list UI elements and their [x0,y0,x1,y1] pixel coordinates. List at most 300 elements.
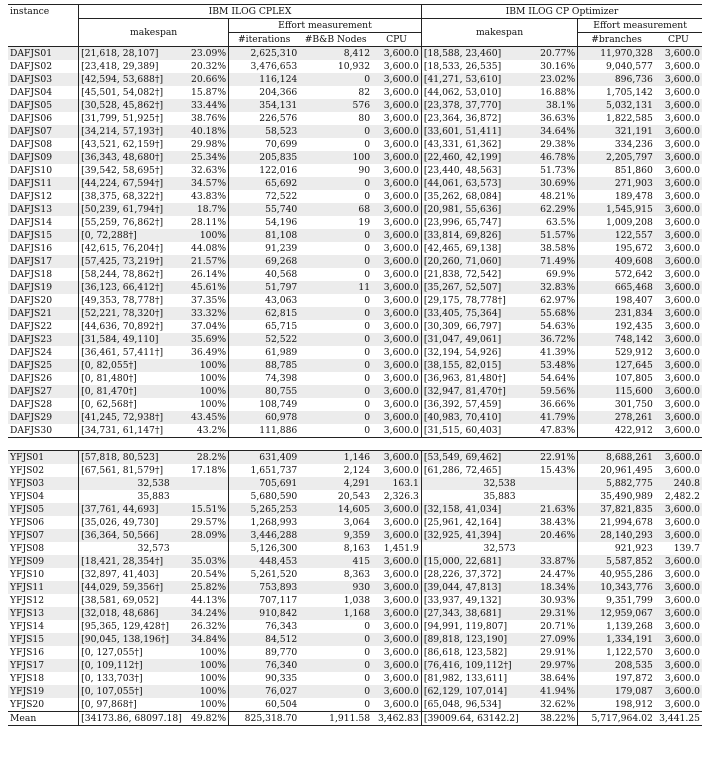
cp-makespan-cell [421,385,577,398]
makespan-gap: 62.29% [540,204,576,215]
branches-cell: 197,872 [578,672,655,685]
makespan-gap: 54.63% [540,321,576,332]
table-row [8,138,702,151]
makespan-gap: 100% [199,686,227,697]
branches-cell: 1,009,208 [578,216,655,229]
makespan-gap: 51.73% [540,165,576,176]
cplex-cpu-cell: 3,600.0 [383,269,419,280]
cp-cpu-cell: 3,600.0 [655,529,702,542]
makespan-gap: 62.97% [540,295,576,306]
makespan-range: [44,636, 70,892†] [81,321,164,332]
iterations-cell: 52,522 [229,333,300,346]
cplex-cpu-cell: 3,600.0 [372,229,421,242]
makespan-range: [43,521, 62,159†] [81,139,164,150]
cplex-cpu-cell: 3,600.0 [372,333,421,346]
cplex-cpu-cell: 3,600.0 [372,203,421,216]
iterations-cell: 62,815 [229,307,300,320]
bb-nodes-cell: 1,146 [299,451,372,465]
cp-makespan-cell [421,685,577,698]
table-row [8,568,702,581]
cp-header: IBM ILOG CP Optimizer [421,5,702,19]
branches-cell: 748,142 [578,333,655,346]
cplex-makespan-cell [79,138,229,151]
makespan-gap: 34.57% [191,178,227,189]
cplex-makespan-cell [79,646,229,659]
table-row [8,190,702,203]
bb-nodes-cell: 0 [299,333,372,346]
bb-nodes-cell: 9,359 [299,529,372,542]
bb-nodes-cell: 576 [299,99,372,112]
cplex-makespan-cell [79,320,229,333]
iterations-cell: 88,785 [229,359,300,372]
bb-nodes-cell: 0 [299,659,372,672]
makespan-range: [31,047, 49,061] [423,334,502,345]
cplex-makespan-cell [79,568,229,581]
makespan-gap: 15.43% [540,465,576,476]
iterations-cell: 226,576 [229,112,300,125]
makespan-range: [15,000, 22,681] [423,556,502,567]
instance-cell: DAFJS21 [8,307,79,320]
bb-nodes-cell: 0 [364,647,371,658]
bb-nodes-cell: 14,605 [299,503,372,516]
cplex-makespan-cell [79,203,229,216]
makespan-gap: 35.69% [191,334,227,345]
makespan-range: [36,461, 57,411†] [81,347,164,358]
branches-cell: 572,642 [578,268,655,281]
makespan-range: [90,045, 138,196†] [81,634,169,645]
cp-makespan-cell [421,490,577,503]
makespan-range: [25,961, 42,164] [423,517,502,528]
cp-cpu-cell: 3,600.0 [655,151,702,164]
cp-cpu-cell: 3,600.0 [655,203,702,216]
makespan-range: [0, 62,568†] [81,399,137,410]
cplex-makespan-cell [79,190,229,203]
cp-makespan-cell [421,307,577,320]
cp-effort-header: Effort measurement [578,19,702,33]
table-row [8,672,702,685]
makespan-gap: 28.2% [196,452,227,463]
cp-cpu-cell: 3,600.0 [664,425,700,436]
makespan-gap: 20.77% [540,48,576,59]
cp-makespan-cell [421,529,577,542]
makespan-range: [32,158, 41,034] [423,504,502,515]
makespan-gap: 100% [199,660,227,671]
table-row [8,216,702,229]
cp-makespan-cell [421,594,577,607]
makespan-range: [76,416, 109,112†] [423,660,512,671]
bb-nodes-cell: 68 [299,203,372,216]
makespan-gap: 35.03% [191,556,227,567]
cp-makespan-cell [421,646,577,659]
makespan-range: [18,588, 23,460] [423,48,502,59]
cplex-makespan-cell [79,490,229,503]
makespan-range: [31,515, 60,403] [423,425,502,436]
cp-cpu-cell: 3,600.0 [664,243,700,254]
makespan-gap: 15.87% [191,87,227,98]
makespan-gap: 55.68% [540,308,576,319]
iterations-cell: 3,446,288 [229,529,300,542]
bb-nodes-cell: 0 [364,425,371,436]
makespan-range: [32,194, 54,926] [423,347,502,358]
branches-cell: 665,468 [578,281,655,294]
cplex-cpu-cell: 3,600.0 [383,647,419,658]
cp-makespan-header: makespan [421,19,577,47]
cp-cpu-cell: 3,600.0 [655,307,702,320]
instance-cell: DAFJS19 [8,281,79,294]
makespan-gap: 40.18% [191,126,227,137]
makespan-gap: 37.04% [191,321,227,332]
cplex-makespan-cell [79,503,229,516]
makespan-range: [38,155, 82,015] [423,360,502,371]
cplex-cpu-cell: 3,600.0 [383,673,419,684]
cplex-makespan-cell [79,594,229,607]
instance-cell: DAFJS11 [8,177,79,190]
cplex-makespan-cell [79,255,229,268]
mean-row [8,712,702,726]
iterations-cell: 1,268,993 [229,516,300,529]
makespan-gap: 38.76% [191,113,227,124]
cp-makespan-cell [421,60,577,73]
makespan-range: [34,214, 57,193†] [81,126,164,137]
bb-nodes-cell: 1,038 [343,595,371,606]
bb-nodes-cell: 930 [299,581,372,594]
makespan-gap: 38.22% [540,713,576,724]
bb-nodes-cell: 0 [299,633,372,646]
cp-cpu-cell: 3,600.0 [655,607,702,620]
instance-cell: YFJS08 [10,543,45,554]
makespan-range: [38,375, 68,322†] [81,191,164,202]
cplex-cpu-cell: 3,600.0 [383,139,419,150]
branches-header: #branches [578,33,655,47]
cp-cpu-cell: 3,600.0 [664,569,700,580]
makespan-range: [32,925, 41,394] [423,530,502,541]
makespan-gap: 34.84% [191,634,227,645]
bb-nodes-cell: 0 [364,373,371,384]
bb-nodes-cell: 0 [364,295,371,306]
makespan-gap: 36.63% [540,113,576,124]
branches-cell: 127,645 [578,359,655,372]
cplex-makespan-cell [79,672,229,685]
cplex-makespan-cell [79,177,229,190]
table-row [8,529,702,542]
makespan-range: [35,026, 49,730] [81,517,159,528]
cplex-cpu-cell: 3,600.0 [383,295,419,306]
cp-cpu-cell: 3,600.0 [664,139,700,150]
makespan-gap: 36.66% [540,399,576,410]
instance-cell: DAFJS20 [10,295,53,306]
iterations-cell: 448,453 [229,555,300,568]
cplex-makespan-cell [79,268,229,281]
cp-cpu-cell: 3,600.0 [664,295,700,306]
bb-nodes-cell: 2,124 [343,465,371,476]
table-row [8,125,702,138]
cplex-cpu-cell: 3,600.0 [372,503,421,516]
makespan-gap: 53.48% [540,360,576,371]
makespan-range: 35,883 [483,491,516,502]
makespan-gap: 100% [199,360,227,371]
makespan-gap: 100% [199,386,227,397]
makespan-range: [44,029, 59,356†] [81,582,164,593]
cp-cpu-cell: 3,600.0 [664,347,700,358]
table-row [8,698,702,712]
bb-nodes-cell: 1,168 [299,607,372,620]
makespan-range: [36,392, 57,459] [423,399,502,410]
branches-cell: 11,970,328 [578,47,655,61]
iterations-cell: 204,366 [229,86,300,99]
makespan-range: [39,542, 58,695†] [81,165,164,176]
branches-cell: 9,040,577 [578,60,655,73]
cp-makespan-cell [421,568,577,581]
branches-cell: 1,139,268 [578,620,655,633]
cp-cpu-cell: 3,600.0 [655,385,702,398]
cp-makespan-cell [421,203,577,216]
makespan-range: [33,814, 69,826] [423,230,502,241]
makespan-gap: 33.44% [191,100,227,111]
instance-cell: DAFJS15 [8,229,79,242]
branches-cell: 9,351,799 [578,594,655,607]
makespan-gap: 23.09% [191,48,227,59]
makespan-range: [41,245, 72,938†] [81,412,164,423]
table-row [8,398,702,411]
cplex-cpu-cell: 3,600.0 [383,373,419,384]
branches-cell: 10,343,776 [578,581,655,594]
instance-cell: YFJS18 [10,673,45,684]
iterations-cell: 76,027 [229,685,300,698]
cp-makespan-cell [421,255,577,268]
makespan-gap: 44.08% [191,243,227,254]
makespan-range: [67,561, 81,579†] [81,465,164,476]
iterations-cell: 43,063 [229,294,300,307]
instance-cell: YFJS17 [8,659,79,672]
makespan-gap: 20.54% [191,569,227,580]
bb-nodes-cell: 82 [358,87,371,98]
makespan-gap: 20.32% [191,61,227,72]
cp-cpu-cell: 3,600.0 [655,229,702,242]
makespan-range: 32,573 [483,543,516,554]
makespan-gap: 51.57% [540,230,576,241]
table-row [8,424,702,438]
iterations-cell: 5,680,590 [229,490,300,503]
cp-cpu-cell: 3,600.0 [655,177,702,190]
cp-makespan-cell [421,672,577,685]
branches-cell: 198,407 [578,294,655,307]
cplex-cpu-cell: 3,600.0 [383,165,419,176]
branches-cell: 122,557 [578,229,655,242]
table-row [8,464,702,477]
branches-cell: 1,122,570 [578,646,655,659]
cp-cpu-cell: 3,600.0 [664,465,700,476]
table-row [8,477,702,490]
makespan-gap: 27.09% [540,634,576,645]
bb-nodes-cell: 10,932 [337,61,371,72]
iterations-cell: 51,797 [229,281,300,294]
table-row [8,620,702,633]
makespan-gap: 38.64% [540,673,576,684]
cp-cpu-cell: 3,600.0 [655,659,702,672]
bb-nodes-cell: 1,911.58 [299,712,372,726]
cplex-makespan-cell [79,60,229,73]
cp-makespan-cell [421,607,577,620]
makespan-range: [0, 133,703†] [81,673,143,684]
table-row [8,490,702,503]
iterations-cell: 2,625,310 [229,47,300,61]
branches-cell: 37,821,835 [578,503,655,516]
cplex-cpu-cell: 3,600.0 [372,385,421,398]
cplex-cpu-cell: 3,600.0 [383,113,419,124]
cp-makespan-cell [421,73,577,86]
branches-cell: 179,087 [578,685,655,698]
makespan-gap: 100% [199,399,227,410]
cplex-cpu-cell: 3,600.0 [383,191,419,202]
cp-makespan-cell [421,164,577,177]
makespan-range: [21,838, 72,542] [423,269,502,280]
iterations-cell: 705,691 [229,477,300,490]
makespan-gap: 29.98% [191,139,227,150]
cp-makespan-cell [421,268,577,281]
iterations-cell: 205,835 [229,151,300,164]
cp-makespan-cell [421,125,577,138]
branches-cell: 409,608 [578,255,655,268]
instance-cell: DAFJS07 [8,125,79,138]
makespan-gap: 100% [199,373,227,384]
table-row [8,633,702,646]
makespan-range: [23,364, 36,872] [423,113,502,124]
makespan-gap: 32.62% [540,699,576,710]
makespan-range: [23,440, 48,563] [423,165,502,176]
makespan-range: [94,991, 119,807] [423,621,508,632]
cplex-makespan-cell [79,698,229,712]
makespan-range: [49,353, 78,778†] [81,295,164,306]
makespan-gap: 41.39% [540,347,576,358]
branches-cell: 278,261 [578,411,655,424]
makespan-range: [29,175, 78,778†] [423,295,506,306]
instance-cell: DAFJS14 [10,217,53,228]
instance-cell: DAFJS04 [10,87,53,98]
cplex-cpu-header: CPU [386,34,407,45]
cp-makespan-cell [421,229,577,242]
iterations-cell: 90,335 [229,672,300,685]
instance-cell: YFJS13 [8,607,79,620]
makespan-range: [18,421, 28,354†] [81,556,164,567]
makespan-range: [57,425, 73,219†] [81,256,164,267]
makespan-gap: 30.16% [540,61,576,72]
makespan-range: [33,405, 75,364] [423,308,502,319]
makespan-gap: 100% [199,699,227,710]
table-row [8,607,702,620]
cplex-makespan-cell [79,125,229,138]
makespan-range: [20,260, 71,060] [423,256,502,267]
bb-nodes-cell: 20,543 [337,491,371,502]
makespan-gap: 25.82% [191,582,227,593]
table-row [8,294,702,307]
branches-cell: 107,805 [578,372,655,385]
makespan-gap: 43.45% [191,412,227,423]
makespan-gap: 54.64% [540,373,576,384]
cplex-cpu-cell: 3,600.0 [383,87,419,98]
table-row [8,581,702,594]
makespan-range: [23,418, 29,389] [81,61,159,72]
makespan-gap: 29.91% [540,647,576,658]
cplex-cpu-cell: 3,600.0 [372,281,421,294]
iterations-cell: 111,886 [229,424,300,438]
iterations-cell: 81,108 [229,229,300,242]
makespan-range: [44,224, 67,594†] [81,178,164,189]
bb-nodes-cell: 0 [299,359,372,372]
makespan-gap: 69.9% [546,269,576,280]
instance-cell: YFJS14 [10,621,45,632]
bb-nodes-cell: 0 [364,347,371,358]
makespan-gap: 43.2% [196,425,227,436]
makespan-gap: 28.11% [191,217,227,228]
iterations-cell: 707,117 [229,594,300,607]
bb-nodes-cell: 0 [364,139,371,150]
cp-makespan-cell [421,346,577,359]
makespan-range: [35,262, 68,084] [423,191,502,202]
branches-cell: 529,912 [578,346,655,359]
cp-cpu-cell: 3,600.0 [664,647,700,658]
iterations-cell: 89,770 [229,646,300,659]
makespan-gap: 34.64% [540,126,576,137]
cp-makespan-cell [421,320,577,333]
table-row [8,346,702,359]
branches-cell: 271,903 [578,177,655,190]
cplex-makespan-cell [79,112,229,125]
makespan-gap: 26.14% [191,269,227,280]
makespan-gap: 32.83% [540,282,576,293]
instance-cell: DAFJS17 [8,255,79,268]
iterations-cell: 910,842 [229,607,300,620]
cplex-makespan-cell [79,411,229,424]
branches-cell: 198,912 [578,698,655,712]
cplex-cpu-cell: 3,600.0 [383,465,419,476]
cp-cpu-cell: 3,600.0 [655,333,702,346]
cp-cpu-cell: 3,600.0 [664,217,700,228]
instance-cell: DAFJS22 [10,321,53,332]
instance-cell: DAFJS28 [10,399,53,410]
table-row [8,151,702,164]
table-row [8,542,702,555]
makespan-range: [27,343, 38,681] [423,608,502,619]
cp-cpu-cell: 3,600.0 [664,595,700,606]
cplex-makespan-cell [79,307,229,320]
bb-nodes-cell: 8,412 [299,47,372,61]
cplex-makespan-cell [79,424,229,438]
header-row-2 [8,19,702,33]
branches-cell: 20,961,495 [578,464,655,477]
table-row [8,359,702,372]
iterations-cell: 55,740 [229,203,300,216]
cplex-cpu-cell: 3,600.0 [383,517,419,528]
makespan-range: [36,364, 50,566] [81,530,159,541]
bb-nodes-cell: 4,291 [299,477,372,490]
bb-nodes-cell: 0 [364,621,371,632]
makespan-gap: 17.18% [191,465,227,476]
table-row [8,594,702,607]
makespan-gap: 37.35% [191,295,227,306]
makespan-range: [61,286, 72,465] [423,465,502,476]
makespan-range: [35,267, 52,507] [423,282,502,293]
cplex-cpu-cell: 3,600.0 [372,451,421,465]
makespan-gap: 18.34% [540,582,576,593]
branches-cell: 28,140,293 [578,529,655,542]
cplex-makespan-cell [79,516,229,529]
cplex-makespan-cell [79,385,229,398]
makespan-range: [33,601, 51,411] [423,126,502,137]
instance-cell: DAFJS30 [10,425,53,436]
cplex-cpu-cell: 3,600.0 [372,73,421,86]
table-row [8,281,702,294]
bb-nodes-cell: 0 [364,191,371,202]
